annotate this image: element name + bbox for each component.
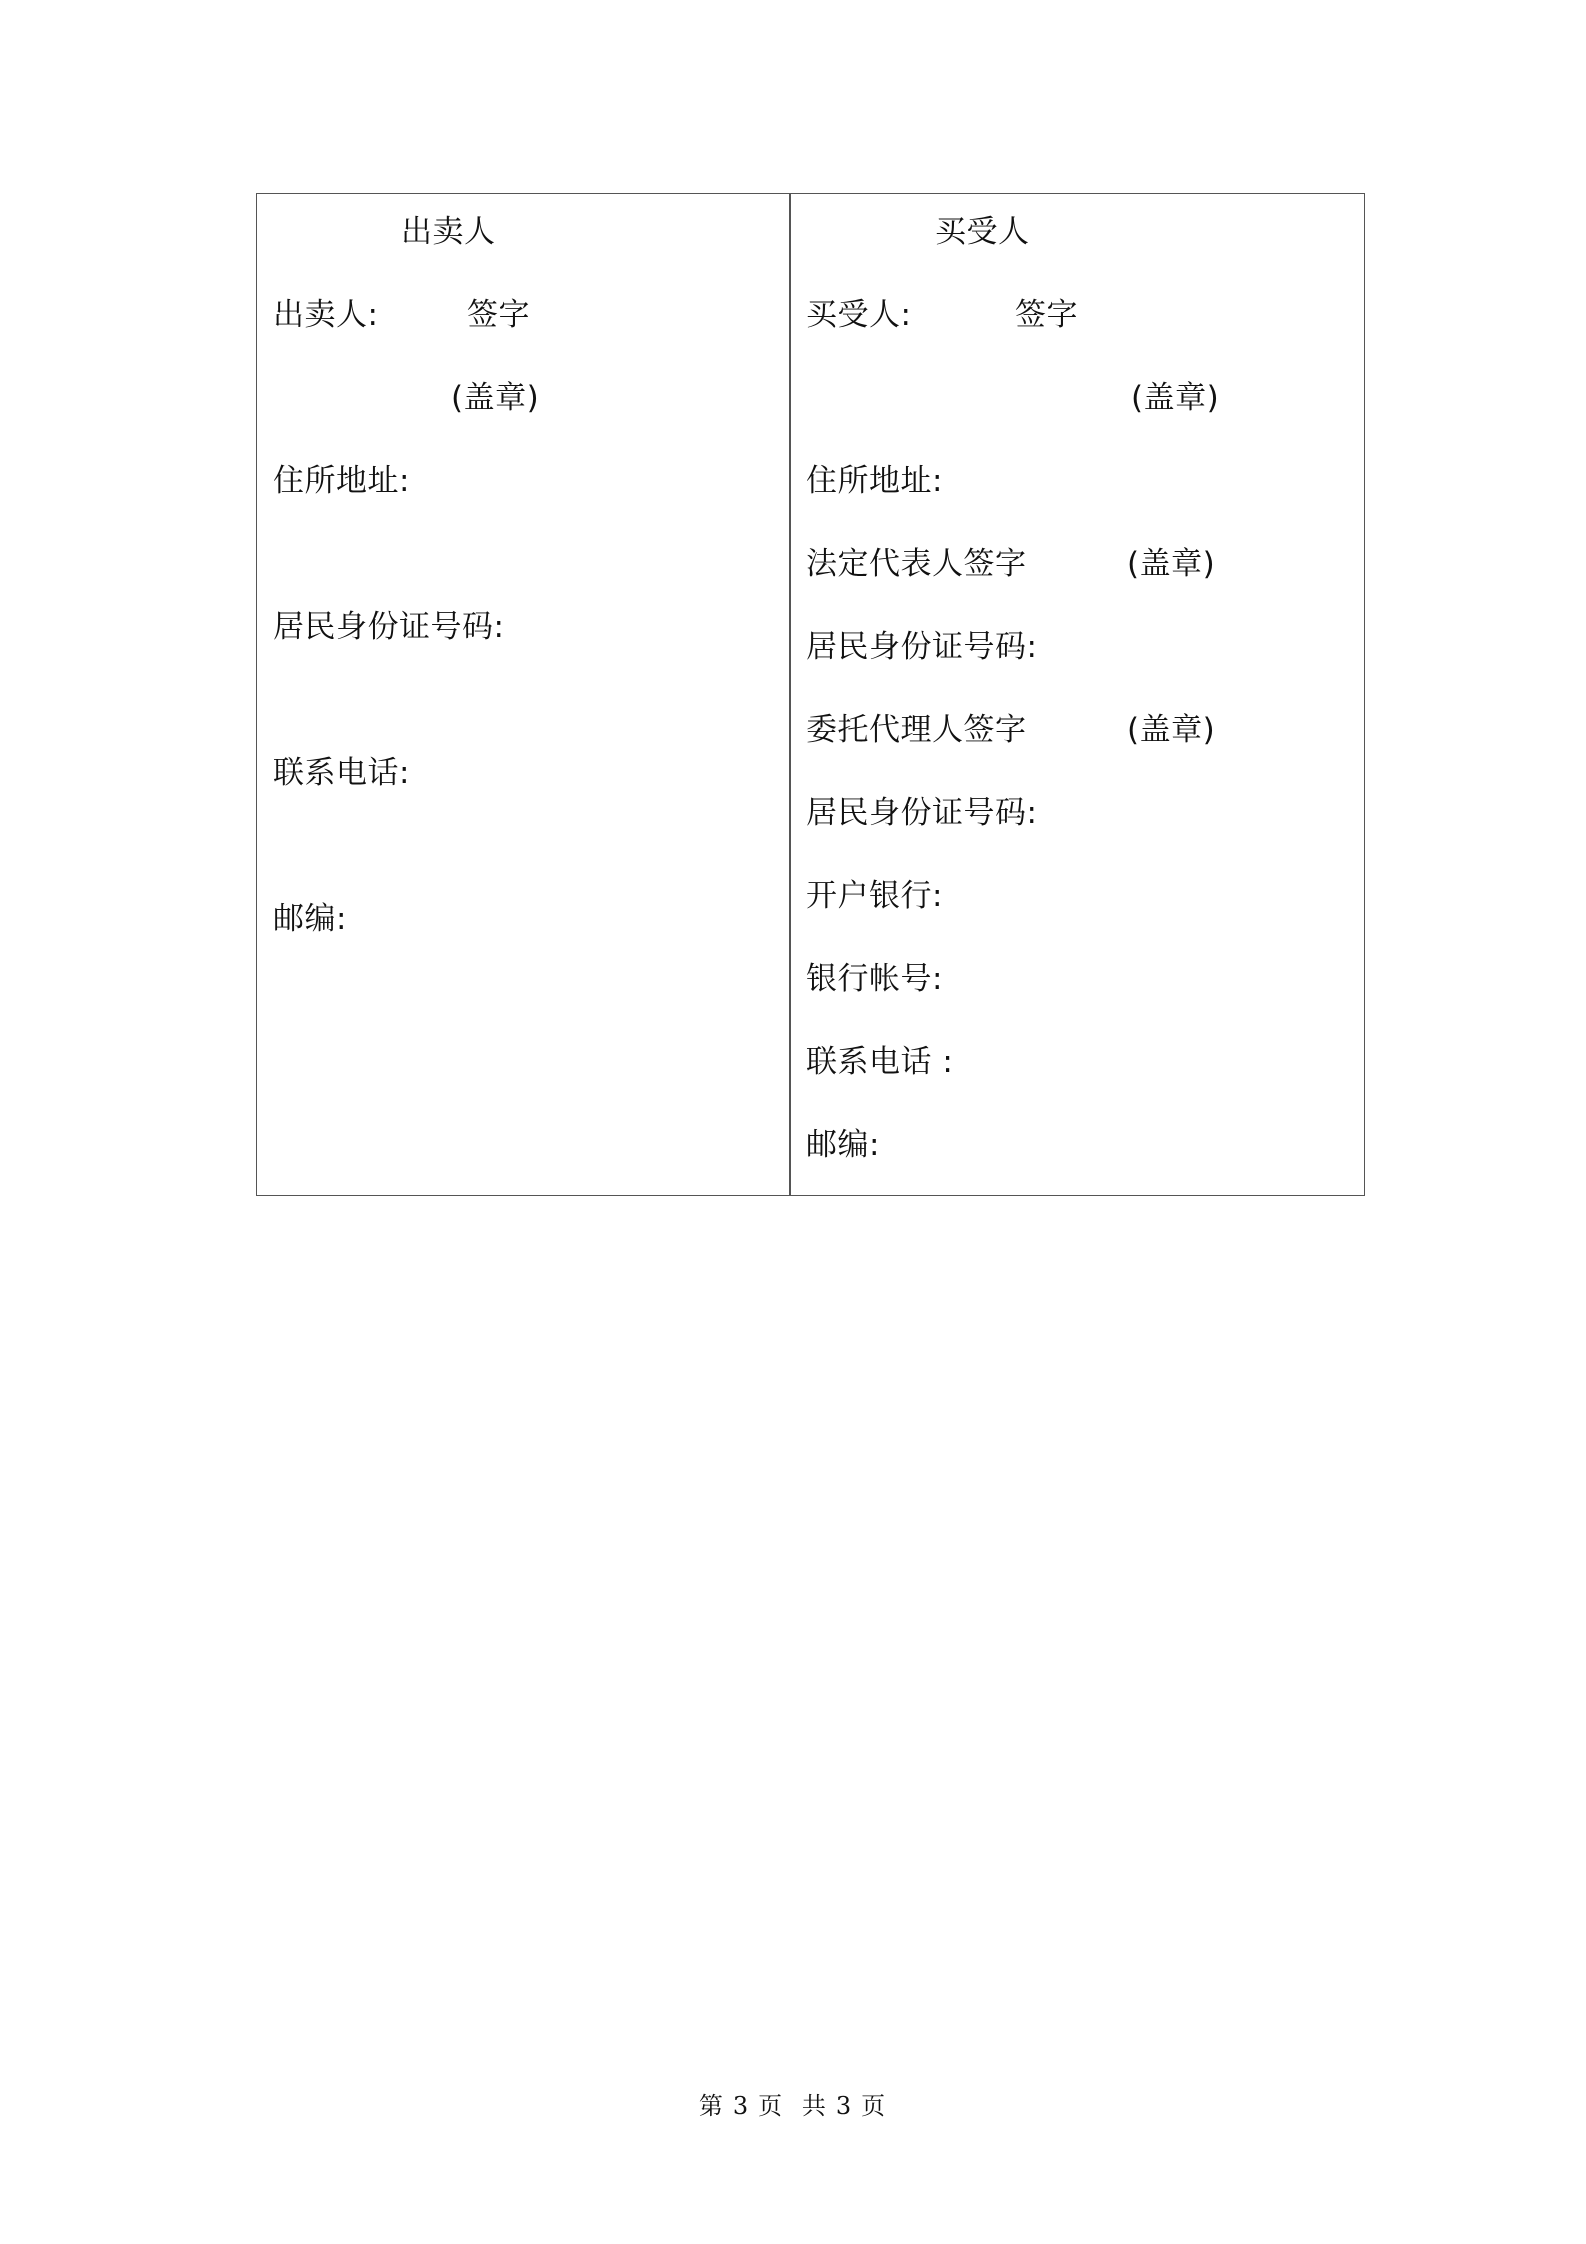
buyer-seal-label: (盖章) [1131,380,1220,416]
buyer-agent-seal: (盖章) [1127,712,1216,748]
footer-suffix: 页 [861,2092,888,2120]
footer-total-pages: 3 [835,2092,854,2120]
seller-id-label: 居民身份证号码: [273,609,505,645]
seller-seal-label: (盖章) [451,380,540,416]
seller-postcode-label: 邮编: [273,901,347,937]
seller-address-label: 住所地址: [273,463,410,499]
buyer-bank-label: 开户银行: [806,878,943,914]
buyer-agent-id-label: 居民身份证号码: [806,795,1038,831]
buyer-sign-label: 签字 [1015,297,1078,333]
buyer-address-label: 住所地址: [806,463,943,499]
buyer-heading: 买受人 [935,214,1030,250]
buyer-postcode-label: 邮编: [806,1127,880,1163]
buyer-name-label: 买受人: [806,297,912,333]
footer-page-word: 页 [758,2092,785,2120]
buyer-account-label: 银行帐号: [806,961,943,997]
buyer-id-label: 居民身份证号码: [806,629,1038,665]
buyer-phone-label: 联系电话 : [806,1044,954,1080]
seller-heading: 出卖人 [401,214,496,250]
buyer-legal-rep-seal: (盖章) [1127,546,1216,582]
seller-sign-label: 签字 [467,297,530,333]
seller-phone-label: 联系电话: [273,755,410,791]
buyer-legal-rep-label: 法定代表人签字 [806,546,1027,582]
page-footer [0,2086,1586,2121]
footer-prefix: 第 [698,2092,725,2120]
signature-table [256,193,1365,1196]
footer-current-page: 3 [732,2092,751,2120]
seller-name-label: 出卖人: [273,297,379,333]
column-divider [789,194,791,1195]
buyer-agent-label: 委托代理人签字 [806,712,1027,748]
footer-total-word: 共 [801,2092,828,2120]
